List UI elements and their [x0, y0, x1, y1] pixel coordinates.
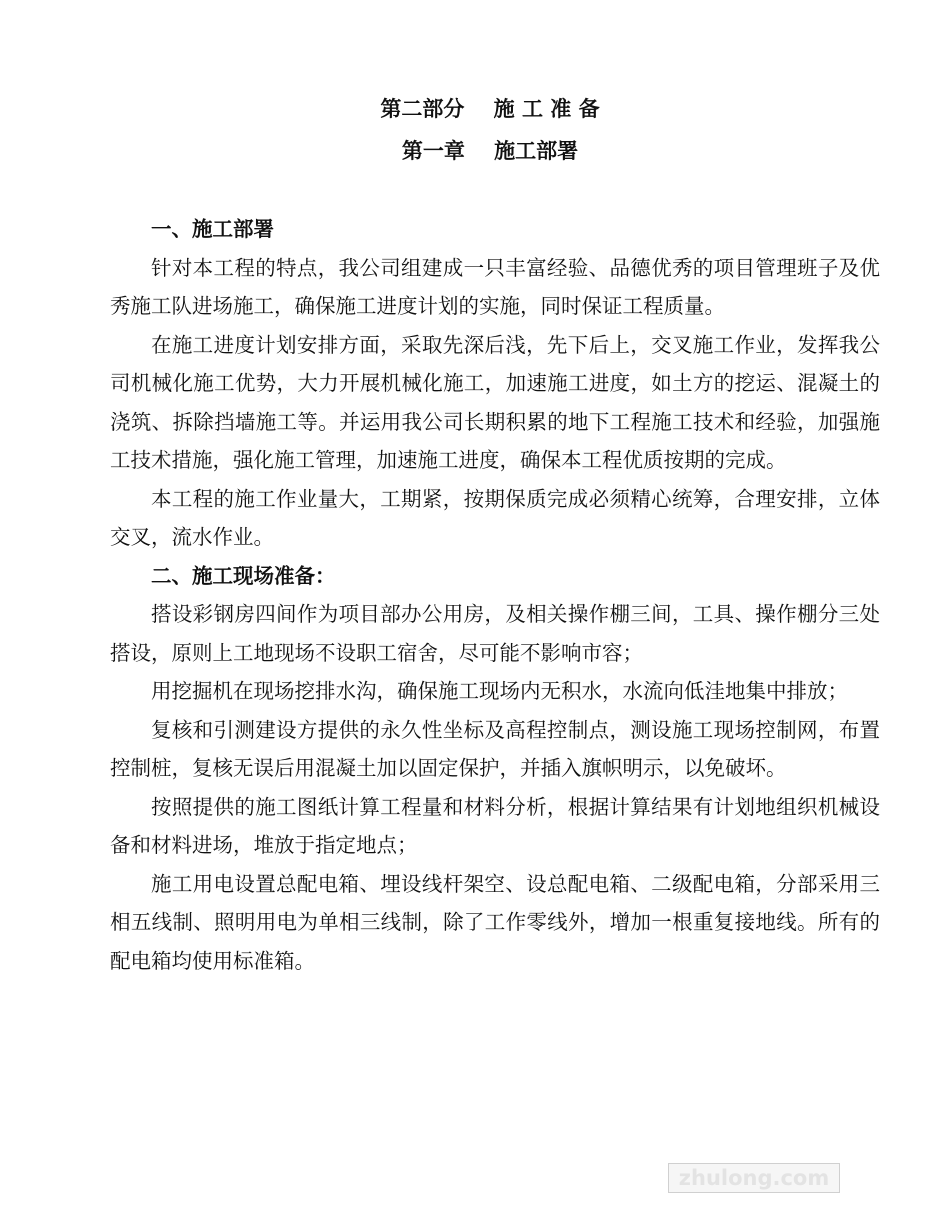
paragraph: 复核和引测建设方提供的永久性坐标及高程控制点，测设施工现场控制网，布置控制桩，复核无误后用混凝土加以固定保护，并插入旗帜明示，以免破坏。 [110, 717, 880, 780]
paragraph: 在施工进度计划安排方面，采取先深后浅，先下后上，交叉施工作业，发挥我公司机械化施工优势，大力开展机械化施工，加速施工进度，如土方的挖运、混凝土的浇筑、拆除挡墙施工等。并运用我公司长期积累的地下工程施工技术和经验，加强施工技术措施，强化施工管理，加速施工进度，确保本工程优质按期的完成。 [110, 332, 880, 472]
part-title: 第二部分 施 工 准 备 [380, 97, 600, 121]
chapter-title: 第一章 施工部署 [401, 139, 579, 163]
paragraph: 本工程的施工作业量大，工期紧，按期保质完成必须精心统筹，合理安排，立体交叉，流水作业。 [110, 486, 880, 549]
paragraph: 用挖掘机在现场挖排水沟，确保施工现场内无积水，水流向低洼地集中排放； [151, 679, 848, 703]
paragraph: 搭设彩钢房四间作为项目部办公用房，及相关操作棚三间，工具、操作棚分三处搭设，原则上工地现场不设职工宿舍，尽可能不影响市容； [110, 602, 880, 665]
paragraph: 施工用电设置总配电箱、埋设线杆架空、设总配电箱、二级配电箱，分部采用三相五线制、照明用电为单相三线制，除了工作零线外，增加一根重复接地线。所有的配电箱均使用标准箱。 [110, 871, 880, 973]
section-heading: 二、施工现场准备： [151, 563, 336, 588]
watermark-logo: zhulong.com [668, 1163, 840, 1193]
paragraph: 针对本工程的特点，我公司组建成一只丰富经验、品德优秀的项目管理班子及优秀施工队进场施工，确保施工进度计划的实施，同时保证工程质量。 [110, 255, 880, 318]
document-body [110, 210, 880, 980]
paragraph: 按照提供的施工图纸计算工程量和材料分析，根据计算结果有计划地组织机械设备和材料进场，堆放于指定地点； [110, 794, 880, 857]
section-heading: 一、施工部署 [151, 217, 274, 241]
